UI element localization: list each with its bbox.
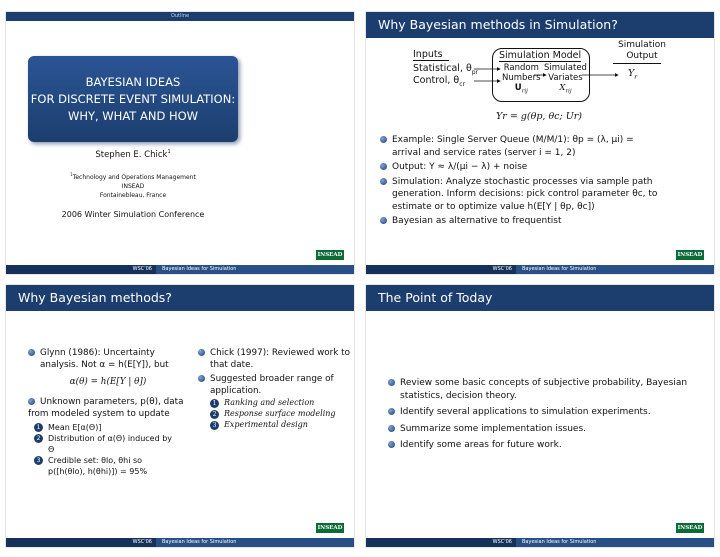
bullet-3-l1: Simulation: Analyze stochastic processes via sample path <box>392 176 653 187</box>
conference: 2006 Winter Simulation Conference <box>61 210 205 219</box>
bullet-1-l2: statistics, decision theory. <box>400 390 517 401</box>
left-b1-l2: analysis. Not α = h(E[Y]), but <box>40 360 169 370</box>
left-b1-l1: Glynn (1986): Uncertainty <box>40 348 155 358</box>
right-bullet-2 <box>198 373 354 397</box>
y-text: Y <box>628 68 635 79</box>
left-sub-2 <box>34 433 188 455</box>
author-sup: 1 <box>167 149 171 155</box>
right-bullet-1 <box>198 347 354 371</box>
output-l1: Simulation <box>618 40 666 50</box>
right-column <box>198 347 354 430</box>
left-sub-3-l2: p([h(θlo), h(θhi)]) = 95% <box>48 467 148 476</box>
slide-why-bayesian <box>6 285 354 547</box>
footer-left: WSC'06 <box>132 539 152 545</box>
bullet-3-l1: Summarize some implementation issues. <box>400 423 586 434</box>
bullet-icon <box>380 163 387 170</box>
insead-logo: INSEAD <box>317 252 343 258</box>
bullet-icon <box>380 136 387 143</box>
num-icon: 1 <box>210 399 219 408</box>
bullet-2 <box>388 406 708 419</box>
u-text: U <box>514 83 522 93</box>
right-b2-l2: application. <box>210 386 262 396</box>
bullet-4 <box>380 215 710 228</box>
footer-right: Bayesian Ideas for Simulation <box>156 538 354 547</box>
left-sub-1 <box>34 422 188 433</box>
slide-title: The Point of Today <box>366 285 714 311</box>
inputs-label: Inputs <box>413 49 443 60</box>
random-l1: Random <box>503 63 539 73</box>
slide-point-of-today <box>366 285 714 547</box>
insead-logo: INSEAD <box>677 525 703 531</box>
bullet-2 <box>380 161 710 174</box>
left-sub-list <box>28 422 188 477</box>
left-equation: α(θ) = h(E[Y | θ]) <box>69 377 147 387</box>
footer-left: WSC'06 <box>492 266 512 272</box>
bullet-1 <box>388 377 708 402</box>
insead-logo: INSEAD <box>317 525 343 531</box>
u-sub: rij <box>521 88 528 95</box>
slide-title: Why Bayesian methods? <box>6 285 354 311</box>
left-sub-3 <box>34 455 188 477</box>
bullet-1-l1: Review some basic concepts of subjective probability, Bayesian <box>400 378 688 388</box>
bullet-4-l1: Bayesian as alternative to frequentist <box>392 216 562 226</box>
author-name: Stephen E. Chick <box>95 149 168 160</box>
x-text: X <box>559 83 566 93</box>
footer-right: Bayesian Ideas for Simulation <box>516 538 714 547</box>
right-sub-2-text: Response surface modeling <box>224 409 336 418</box>
footer-right: Bayesian Ideas for Simulation <box>156 265 354 274</box>
footer <box>6 538 354 547</box>
bullet-3 <box>388 423 708 436</box>
num-icon: 2 <box>210 410 219 419</box>
title-line-2: FOR DISCRETE EVENT SIMULATION: <box>30 92 236 106</box>
bullet-icon <box>28 349 35 356</box>
left-bullet-2 <box>28 396 188 420</box>
footer-right: Bayesian Ideas for Simulation <box>516 265 714 274</box>
random-l2: Numbers <box>502 73 541 83</box>
left-sub-3-l1: Credible set: θlo, θhi so <box>48 456 143 465</box>
left-sub-1-l1: Mean E[α(Θ)] <box>48 423 102 432</box>
bullet-icon <box>388 441 395 448</box>
bullet-list <box>388 377 708 452</box>
outline-bar[interactable] <box>6 12 354 21</box>
bullet-icon <box>198 349 205 356</box>
right-b1-l2: that date. <box>210 360 254 370</box>
footer <box>366 538 714 547</box>
title-box <box>28 56 238 142</box>
bullet-2-l1: Identify several applications to simulation experiments. <box>400 407 651 417</box>
bullet-1-l2: arrival and service rates (server i = 1, 2) <box>392 147 576 158</box>
slide-title <box>6 12 354 274</box>
equation: Yr = g(θp, θc; Ur) <box>496 111 582 122</box>
bullet-icon <box>388 425 395 432</box>
author <box>6 149 260 160</box>
num-icon: 3 <box>34 456 43 465</box>
left-sub-2-l1: Distribution of α(Θ) induced by <box>48 434 173 443</box>
bullet-3-l2: generation. Inform decisions: pick control parameter θc, to <box>392 189 658 199</box>
bullet-1-l1: Example: Single Server Queue (M/M/1): θp = (λ, μi) = <box>392 135 634 145</box>
bullet-icon <box>388 379 395 386</box>
bullet-icon <box>198 375 205 382</box>
right-sub-3-text: Experimental design <box>224 420 308 429</box>
title-line-1: BAYESIAN IDEAS <box>85 75 181 89</box>
y-sub: r <box>634 73 638 81</box>
footer-left: WSC'06 <box>132 266 152 272</box>
control-sub: cr <box>459 80 465 88</box>
bullet-1 <box>380 134 710 159</box>
sim-l2: Variates <box>548 73 583 83</box>
slide-title: Why Bayesian methods in Simulation? <box>366 12 714 38</box>
diagram-arrows <box>366 12 714 112</box>
outline-label[interactable]: Outline <box>170 13 190 19</box>
right-sub-3 <box>210 419 354 430</box>
left-bullet-1 <box>28 347 188 371</box>
stat-sub: pr <box>471 68 479 76</box>
slide-why-simulation <box>366 12 714 274</box>
left-sub-2-l2: Θ <box>48 445 55 454</box>
left-b2-l1: Unknown parameters, p(θ), data <box>40 397 184 407</box>
affil-sup: 1 <box>70 172 73 177</box>
right-b1-l1: Chick (1997): Reviewed work to <box>210 348 350 358</box>
bullet-4 <box>388 439 708 452</box>
bullet-icon <box>380 178 387 185</box>
model-title: Simulation Model <box>499 50 582 61</box>
bullet-3-l3: estimate or to optimize value h(E[Y | θp, θc]) <box>392 201 595 212</box>
x-sub: rij <box>565 88 572 95</box>
num-icon: 2 <box>34 434 43 443</box>
affiliation-line-1 <box>6 170 260 182</box>
control-text: Control, θ <box>413 75 460 86</box>
left-b2-l2: from modeled system to update <box>28 409 170 419</box>
bullet-list <box>380 134 710 228</box>
right-b2-l1: Suggested broader range of <box>210 374 334 384</box>
left-column <box>28 347 188 477</box>
num-icon: 3 <box>210 421 219 430</box>
bullet-4-l1: Identify some areas for future work. <box>400 440 562 450</box>
affil-text-1: Technology and Operations Management <box>72 174 196 181</box>
affiliation-line-2: INSEAD <box>121 183 145 190</box>
footer-left: WSC'06 <box>492 539 512 545</box>
output-l2: Output <box>626 51 658 61</box>
bullet-icon <box>388 408 395 415</box>
bullet-icon <box>380 217 387 224</box>
footer <box>366 265 714 274</box>
affiliation <box>6 170 260 200</box>
bullet-2-l1: Output: Y ≈ λ/(μi − λ) + noise <box>392 162 528 172</box>
stat-text: Statistical, θ <box>413 63 472 74</box>
footer <box>6 265 354 274</box>
right-sub-1-text: Ranking and selection <box>224 398 315 407</box>
insead-logo: INSEAD <box>677 252 703 258</box>
sim-l1: Simulated <box>544 63 587 73</box>
bullet-3 <box>380 176 710 214</box>
num-icon: 1 <box>34 423 43 432</box>
title-line-3: WHY, WHAT AND HOW <box>67 109 199 123</box>
bullet-icon <box>28 398 35 405</box>
right-sub-list <box>198 397 354 430</box>
right-sub-2 <box>210 408 354 419</box>
affiliation-line-3: Fontainebleau, France <box>99 192 167 199</box>
right-sub-1 <box>210 397 354 408</box>
